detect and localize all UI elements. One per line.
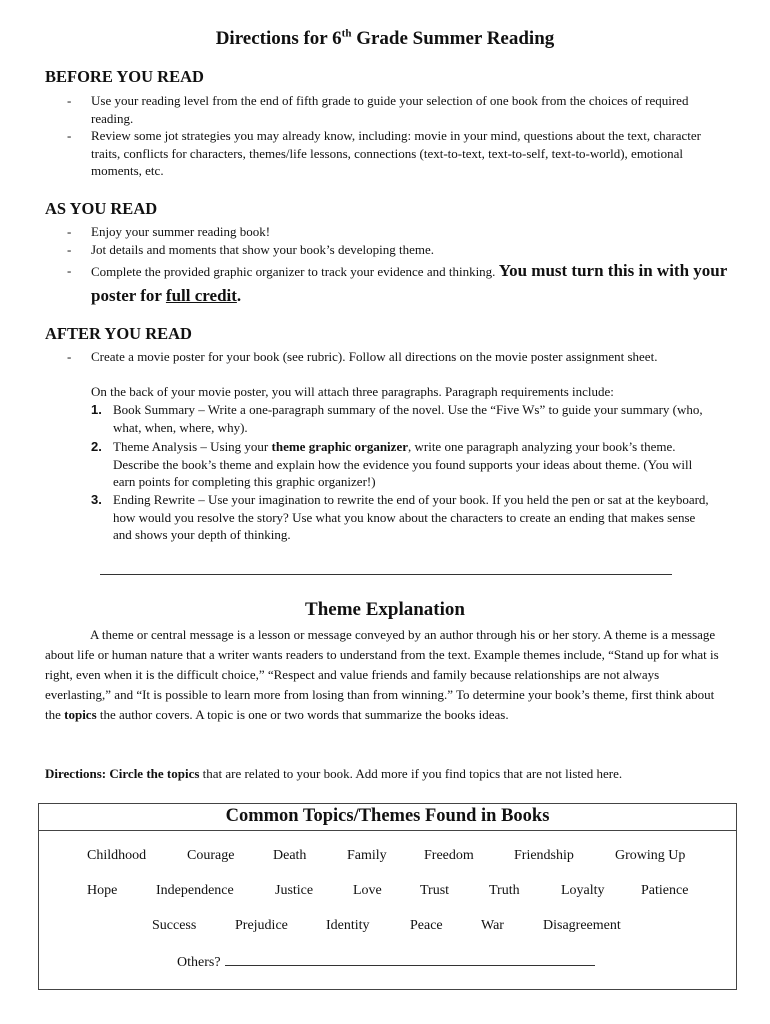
topic-item[interactable]: Peace xyxy=(410,918,443,933)
topic-item[interactable]: Courage xyxy=(187,848,235,863)
bullet-dash: - xyxy=(67,224,72,239)
as-item: Jot details and moments that show your book’s developing theme. xyxy=(91,242,435,257)
list-number: 1. xyxy=(91,402,102,417)
before-item: Use your reading level from the end of fifth grade to guide your selection of one book from the choices of required reading. xyxy=(91,93,689,126)
requirement-theme: Theme Analysis – Using your theme graphic organizer, write one paragraph analyzing your book’s theme. Describe the book’s theme and explain how the evidence you found supports your ideas about theme. (You will earn points for completing this graphic organizer!) xyxy=(113,439,693,489)
directions-text: Directions: Circle the topics that are related to your book. Add more if you find topics that are not listed here. xyxy=(45,766,623,781)
topic-item[interactable]: Loyalty xyxy=(561,883,605,898)
divider-line xyxy=(100,574,672,575)
as-item-credit: Complete the provided graphic organizer to track your evidence and thinking. You must turn this in with your poster for full credit. xyxy=(91,261,727,305)
bullet-dash: - xyxy=(67,242,72,257)
topic-item[interactable]: Love xyxy=(353,883,382,898)
topic-item[interactable]: Friendship xyxy=(514,848,574,863)
bullet-dash: - xyxy=(67,93,72,108)
before-heading: BEFORE YOU READ xyxy=(45,67,204,86)
topic-item[interactable]: Truth xyxy=(489,883,520,898)
bullet-dash: - xyxy=(67,349,72,364)
topic-item[interactable]: Trust xyxy=(420,883,450,898)
topic-item[interactable]: Independence xyxy=(156,883,234,898)
topic-item[interactable]: Hope xyxy=(87,883,118,898)
topic-item[interactable]: Disagreement xyxy=(543,918,621,933)
topic-item[interactable]: War xyxy=(481,918,504,933)
topic-item[interactable]: Childhood xyxy=(87,848,147,863)
topic-item[interactable]: Success xyxy=(152,918,197,933)
topics-heading: Common Topics/Themes Found in Books xyxy=(225,806,550,826)
page-title: Directions for 6th Grade Summer Reading xyxy=(215,27,555,49)
topic-item[interactable]: Prejudice xyxy=(235,918,288,933)
after-heading: AFTER YOU READ xyxy=(45,324,192,343)
topic-item[interactable]: Identity xyxy=(326,918,370,933)
list-number: 2. xyxy=(91,439,102,454)
requirement-summary: Book Summary – Write a one-paragraph summary of the novel. Use the “Five Ws” to guide your summary (who, what, when, where, why). xyxy=(113,402,703,435)
topic-item[interactable]: Death xyxy=(273,848,307,863)
as-heading: AS YOU READ xyxy=(45,199,158,218)
list-number: 3. xyxy=(91,492,102,507)
topic-item[interactable]: Patience xyxy=(641,883,689,898)
topic-item[interactable]: Justice xyxy=(275,883,314,898)
after-item: Create a movie poster for your book (see rubric). Follow all directions on the movie poster assignment sheet. xyxy=(91,349,658,364)
after-intro: On the back of your movie poster, you will attach three paragraphs. Paragraph requirements include: xyxy=(91,384,614,399)
as-item: Enjoy your summer reading book! xyxy=(91,224,271,239)
theme-paragraph: A theme or central message is a lesson or message conveyed by an author through his or her story. A theme is a message about life or human nature that a writer wants readers to understand from the text. Example themes include, “Stand up for what is right, even when it is the difficult choice,” “Respect and value friends and family because relationships are not always everlasting,” and “It is possible to learn more from losing than from winning.” To determine your book’s theme, first think about the topics the author covers. A topic is one or two words that summarize the books ideas. xyxy=(45,627,719,722)
topic-item[interactable]: Growing Up xyxy=(615,848,686,863)
topic-item[interactable]: Family xyxy=(347,848,387,863)
topics-heading-divider xyxy=(38,830,737,831)
requirement-ending: Ending Rewrite – Use your imagination to rewrite the end of your book. If you held the pen or sat at the keyboard, how would you resolve the story? Use what you know about the characters to create an ending that makes sense and shows your depth of thinking. xyxy=(113,492,709,542)
others-label: Others? xyxy=(177,955,221,970)
bullet-dash: - xyxy=(67,128,72,143)
others-blank-line[interactable] xyxy=(225,953,595,966)
others-field[interactable] xyxy=(177,953,595,971)
bullet-dash: - xyxy=(67,263,72,278)
before-item: Review some jot strategies you may already know, including: movie in your mind, questions about the text, character traits, conflicts for characters, themes/life lessons, connections (text-to-text, text-to-self, text-to-world), emotional moments, etc. xyxy=(91,128,702,178)
theme-heading: Theme Explanation xyxy=(305,599,465,620)
topic-item[interactable]: Freedom xyxy=(424,848,474,863)
